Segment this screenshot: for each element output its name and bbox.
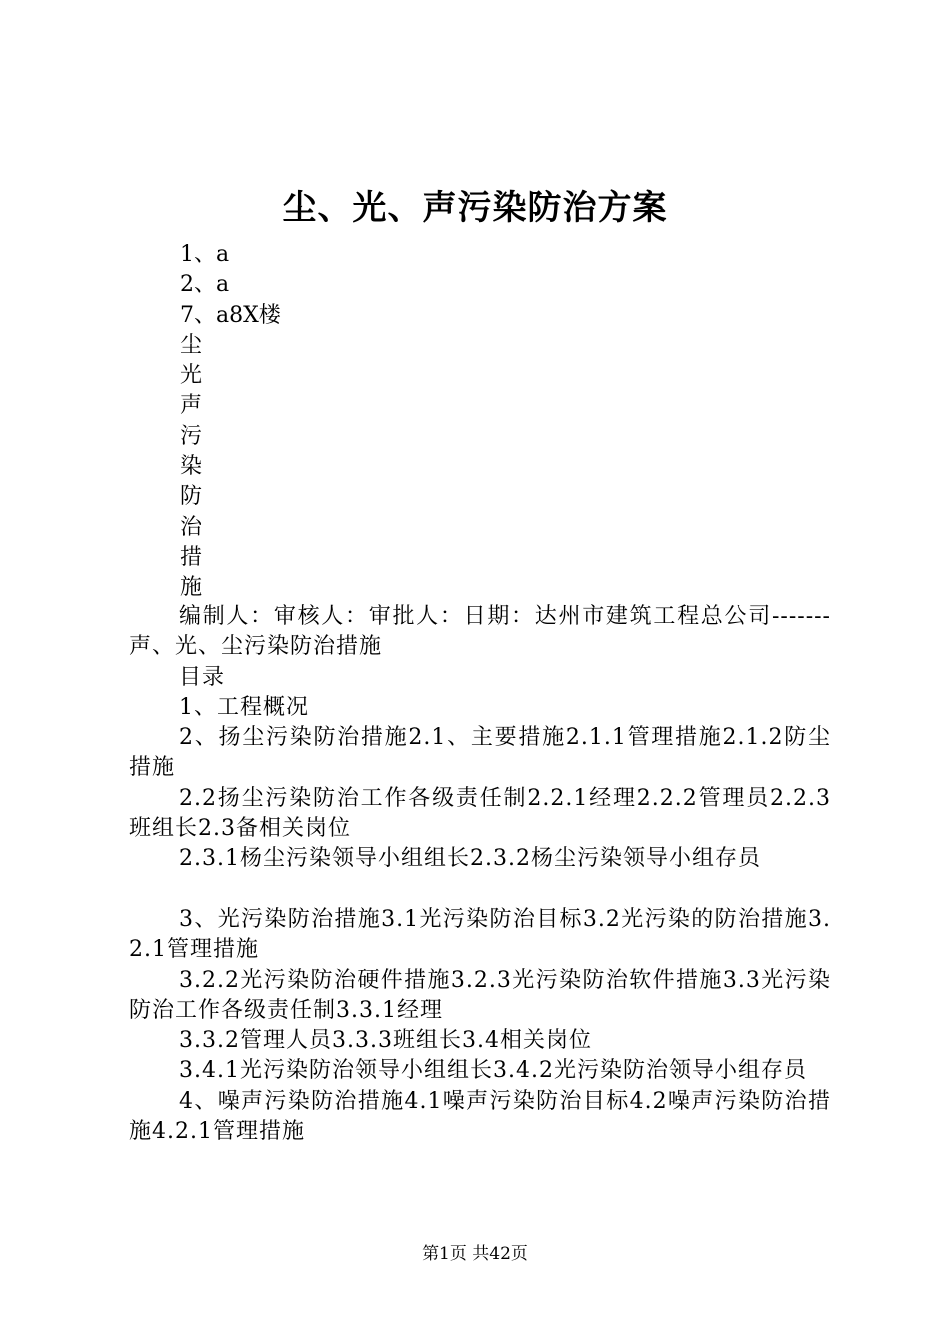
- document-body: [129, 602, 831, 1147]
- cover-line: 措: [180, 544, 203, 570]
- cover-line: 光: [180, 363, 203, 389]
- toc-item: 3.3.2管理人员3.3.3班组长3.4相关岗位: [179, 1028, 592, 1054]
- cover-line: 声: [180, 393, 203, 419]
- cover-lines: [180, 240, 281, 604]
- toc-item: 3、光污染防治措施3.1光污染防治目标3.2光污染的防治措施3.2.1管理措施: [129, 906, 831, 963]
- toc-item: 2.3.1杨尘污染领导小组组长2.3.2杨尘污染领导小组存员: [179, 846, 761, 872]
- cover-line: 1、a: [180, 242, 230, 267]
- toc-heading: 目录: [179, 664, 226, 690]
- cover-line: 尘: [180, 332, 203, 358]
- document-title: 尘、光、声污染防治方案: [282, 188, 668, 228]
- toc-item: 3.4.1光污染防治领导小组组长3.4.2光污染防治领导小组存员: [179, 1058, 807, 1084]
- toc-item: 1、工程概况: [179, 694, 309, 720]
- cover-line: 治: [180, 514, 203, 540]
- cover-line: 施: [180, 575, 203, 601]
- page-footer: 第1页 共42页: [422, 1244, 528, 1264]
- cover-line: 7、a8X楼: [180, 302, 281, 328]
- cover-line: 污: [180, 423, 203, 449]
- toc-item: 2.2扬尘污染防治工作各级责任制2.2.1经理2.2.2管理员2.2.3班组长2.3备相关岗位: [129, 785, 831, 842]
- cover-line: 2、a: [180, 272, 230, 298]
- cover-line: 防: [180, 484, 203, 510]
- toc-item: 2、扬尘污染防治措施2.1、主要措施2.1.1管理措施2.1.2防尘措施: [129, 725, 831, 781]
- blank-line: [129, 875, 831, 905]
- toc-item: 3.2.2光污染防治硬件措施3.2.3光污染防治软件措施3.3光污染防治工作各级责任制3.3.1经理: [129, 967, 831, 1023]
- toc-item: 4、噪声污染防治措施4.1噪声污染防治目标4.2噪声污染防治措施4.2.1管理措施: [129, 1088, 831, 1145]
- cover-line: 染: [180, 454, 203, 480]
- paragraph-authors: 编制人：审核人：审批人：日期：达州市建筑工程总公司-------声、光、尘污染防治措施: [129, 604, 831, 660]
